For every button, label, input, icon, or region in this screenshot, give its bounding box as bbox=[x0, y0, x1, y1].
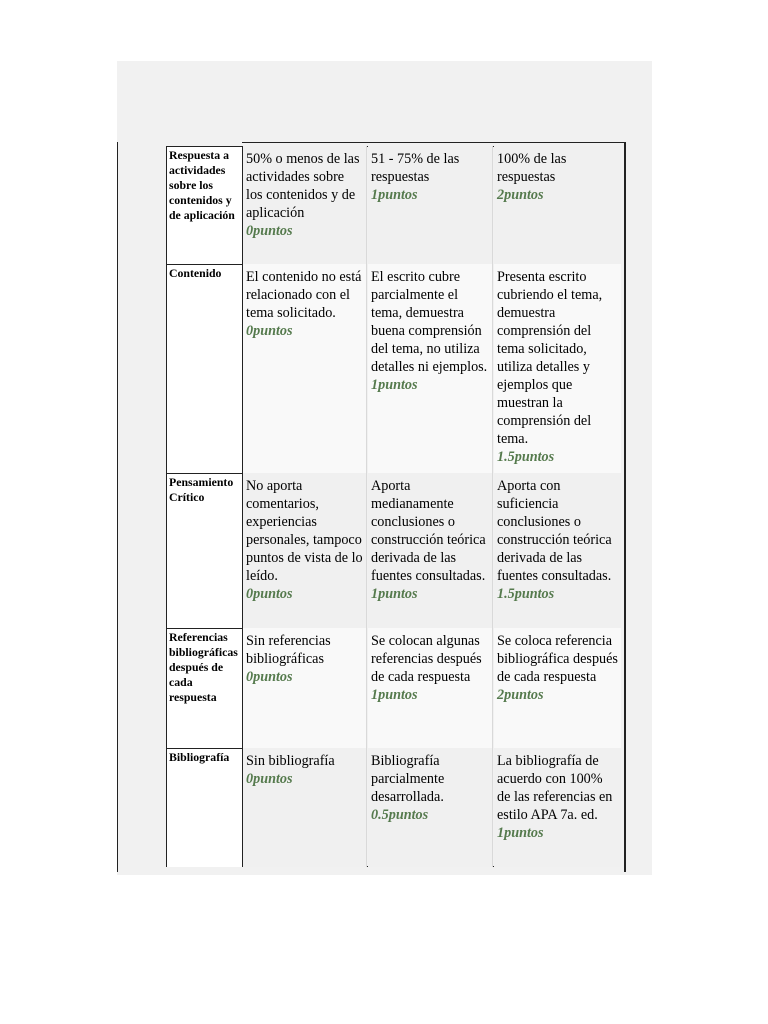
criterion-label: Contenido bbox=[166, 264, 242, 473]
criterion-label: Respuesta a actividades sobre los contenidos y de aplicación bbox=[166, 146, 242, 264]
table-row bbox=[166, 628, 621, 748]
level-cell bbox=[368, 264, 493, 473]
level-cell bbox=[368, 146, 493, 264]
level-description: Presenta escrito cubriendo el tema, demuestra comprensión del tema solicitado, utiliza detalles y ejemplos que muestran la comprensión del tema. bbox=[497, 269, 603, 447]
points-label: 1puntos bbox=[371, 187, 418, 203]
table-row bbox=[166, 146, 621, 264]
points-label: 0puntos bbox=[246, 586, 293, 602]
level-description: Bibliografía parcialmente desarrollada. bbox=[371, 753, 445, 805]
points-label: 0puntos bbox=[246, 771, 293, 787]
level-cell bbox=[243, 264, 367, 473]
table-row bbox=[166, 748, 621, 867]
level-description: 50% o menos de las actividades sobre los contenidos y de aplicación bbox=[246, 151, 360, 221]
level-cell bbox=[368, 628, 493, 748]
table-row bbox=[166, 473, 621, 628]
points-label: 0puntos bbox=[246, 669, 293, 685]
criterion-label: Pensamiento Crítico bbox=[166, 473, 242, 628]
points-label: 1puntos bbox=[371, 687, 418, 703]
rubric-table bbox=[166, 146, 621, 867]
points-label: 1puntos bbox=[371, 377, 418, 393]
table-row bbox=[166, 264, 621, 473]
points-label: 2puntos bbox=[497, 187, 544, 203]
points-label: 0.5puntos bbox=[371, 807, 429, 823]
level-description: No aporta comentarios, experiencias personales, tampoco puntos de vista de lo leído. bbox=[246, 478, 363, 584]
points-label: 1.5puntos bbox=[497, 449, 555, 465]
top-border bbox=[242, 142, 626, 143]
level-cell bbox=[494, 146, 621, 264]
level-description: El escrito cubre parcialmente el tema, demuestra buena comprensión del tema, no utiliza detalles ni ejemplos. bbox=[371, 269, 488, 375]
points-label: 0puntos bbox=[246, 223, 293, 239]
left-border bbox=[117, 142, 118, 872]
level-cell bbox=[368, 748, 493, 867]
points-label: 1.5puntos bbox=[497, 586, 555, 602]
points-label: 1puntos bbox=[497, 825, 544, 841]
level-cell bbox=[368, 473, 493, 628]
points-label: 2puntos bbox=[497, 687, 544, 703]
level-description: Sin referencias bibliográficas bbox=[246, 633, 331, 667]
level-cell bbox=[243, 146, 367, 264]
level-cell bbox=[494, 264, 621, 473]
level-description: Se colocan algunas referencias después de cada respuesta bbox=[371, 633, 482, 685]
level-cell bbox=[243, 748, 367, 867]
level-description: Sin bibliografía bbox=[246, 753, 335, 769]
level-cell bbox=[243, 628, 367, 748]
level-description: Aporta con suficiencia conclusiones o construcción teórica derivada de las fuentes consultadas. bbox=[497, 478, 612, 584]
level-cell bbox=[494, 473, 621, 628]
points-label: 0puntos bbox=[246, 323, 293, 339]
points-label: 1puntos bbox=[371, 586, 418, 602]
level-description: 51 - 75% de las respuestas bbox=[371, 151, 460, 185]
level-description: El contenido no está relacionado con el tema solicitado. bbox=[246, 269, 362, 321]
level-description: 100% de las respuestas bbox=[497, 151, 567, 185]
level-cell bbox=[243, 473, 367, 628]
level-description: Aporta medianamente conclusiones o construcción teórica derivada de las fuentes consultadas. bbox=[371, 478, 486, 584]
level-cell bbox=[494, 748, 621, 867]
level-cell bbox=[494, 628, 621, 748]
level-description: La bibliografía de acuerdo con 100% de las referencias en estilo APA 7a. ed. bbox=[497, 753, 613, 823]
criterion-label: Bibliografía bbox=[166, 748, 242, 867]
level-description: Se coloca referencia bibliográfica después de cada respuesta bbox=[497, 633, 618, 685]
right-border bbox=[624, 142, 626, 872]
criterion-label: Referencias bibliográficas después de cada respuesta bbox=[166, 628, 242, 748]
